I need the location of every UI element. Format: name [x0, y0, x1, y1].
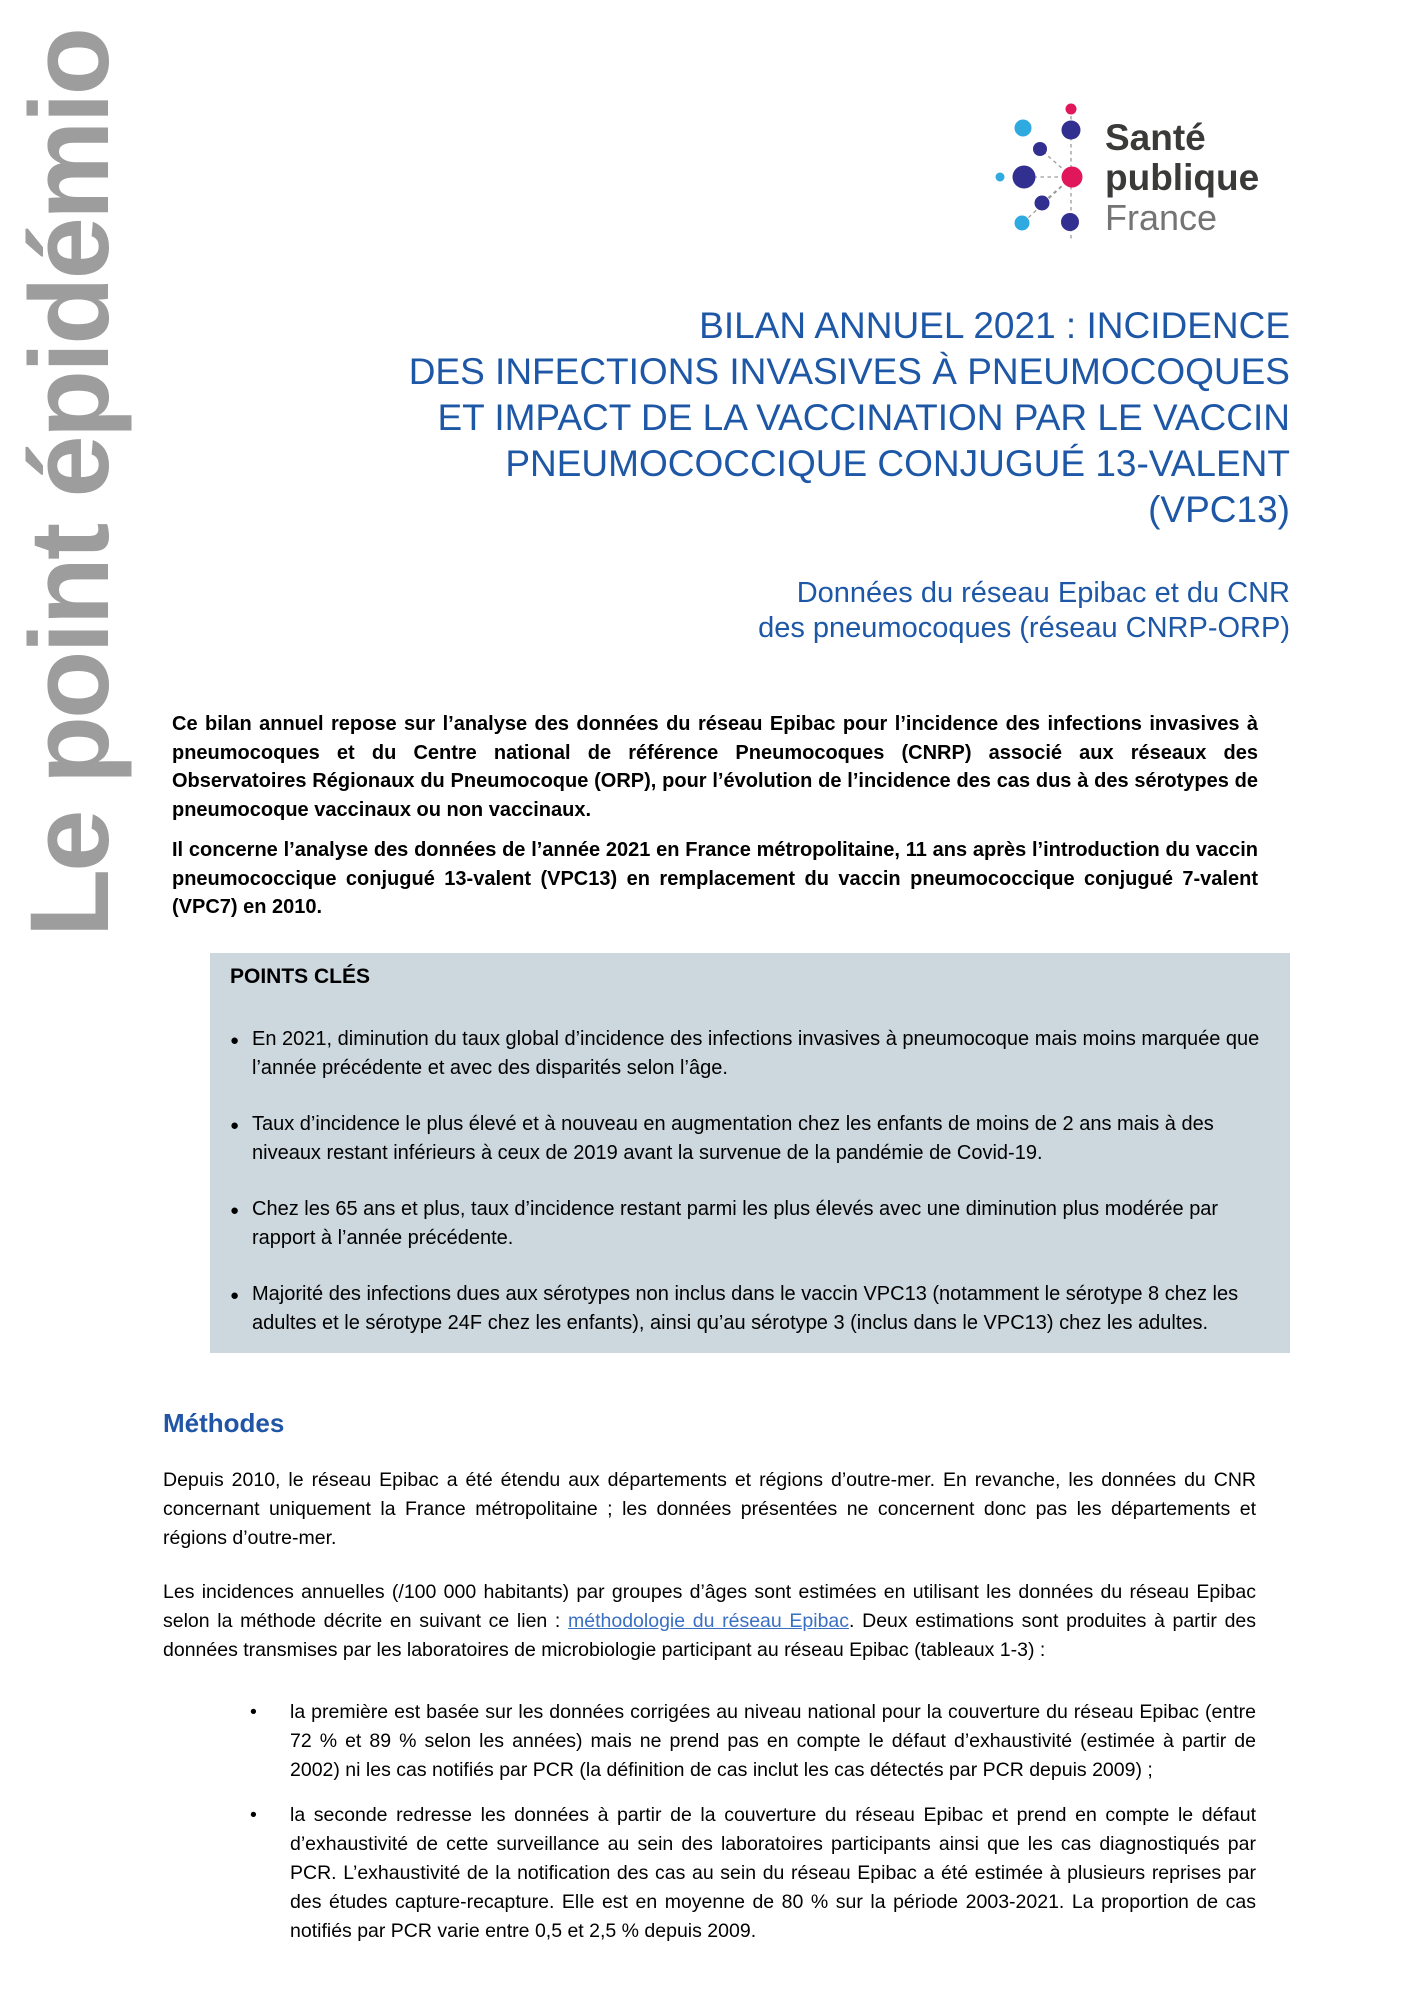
point-text: Majorité des infections dues aux sérotypes non inclus dans le vaccin VPC13 (notamment le sérotype 8 chez les adultes et le sérotype 24F chez les enfants), ainsi qu’au sérotype 3 (inclus dans le VPC13) chez les adultes. [252, 1283, 1239, 1334]
points-cles-list [230, 1025, 1264, 1338]
bullet-icon: ● [230, 1117, 240, 1134]
points-cles-heading: POINTS CLÉS [230, 965, 371, 988]
paragraph-text: . Deux estimations sont produites à partir des données transmises par les laboratoires de microbiologie participant au réseau Epibac (tableaux 1-3) : [163, 1610, 1257, 1661]
point-text: En 2021, diminution du taux global d’incidence des infections invasives à pneumocoque mais moins marquée que l’année précédente et avec des disparités selon l’âge. [252, 1028, 1260, 1079]
page-title [165, 303, 1290, 533]
methodes-bullet-list [163, 1698, 1256, 1946]
sante-publique-france-logo [983, 78, 1283, 246]
title-line: (VPC13) [1148, 489, 1290, 530]
title-line: DES INFECTIONS INVASIVES À PNEUMOCOQUES [408, 351, 1290, 392]
logo-text-france: France [1105, 197, 1218, 238]
title-line: ET IMPACT DE LA VACCINATION PAR LE VACCIN [437, 397, 1290, 438]
subtitle-line: Données du réseau Epibac et du CNR [796, 577, 1290, 609]
point-text: Chez les 65 ans et plus, taux d’incidence restant parmi les plus élevés avec une diminution plus modérée par rapport à l’année précédente. [252, 1198, 1219, 1249]
bullet-icon: • [250, 1701, 257, 1723]
point-text: Taux d’incidence le plus élevé et à nouveau en augmentation chez les enfants de moins de 2 ans mais à des niveaux restant inférieurs à ceux de 2019 avant la survenue de la pandémie de Covid-19. [252, 1113, 1214, 1164]
title-line: PNEUMOCOCCIQUE CONJUGUÉ 13-VALENT [505, 443, 1290, 484]
logo-graphic [983, 78, 1283, 246]
list-item [230, 1110, 1264, 1168]
epibac-methodology-link[interactable]: méthodologie du réseau Epibac [568, 1610, 850, 1632]
list-item [163, 1801, 1256, 1946]
bullet-icon: • [250, 1804, 257, 1826]
bullet-icon: ● [230, 1032, 240, 1049]
list-item [230, 1195, 1264, 1253]
bullet-icon: ● [230, 1202, 240, 1219]
logo-text-sante: Santé [1105, 117, 1206, 158]
intro-paragraph-1: Ce bilan annuel repose sur l’analyse des données du réseau Epibac pour l’incidence des infections invasives à pneumocoques et du Centre national de référence Pneumocoques (CNRP) associé aux réseaux des Observatoires Régionaux du Pneumocoque (ORP), pour l’évolution de l’incidence des cas dus à des sérotypes de pneumocoque vaccinaux ou non vaccinaux. [172, 713, 1258, 821]
list-item [230, 1025, 1264, 1083]
list-item [163, 1698, 1256, 1785]
intro-paragraph-2: Il concerne l’analyse des données de l’année 2021 en France métropolitaine, 11 ans après l’introduction du vaccin pneumococcique conjugué 13-valent (VPC13) en remplacement du vaccin pneumococcique conjugué 7-valent (VPC7) en 2010. [172, 839, 1258, 918]
logo-text-publique: publique [1105, 157, 1260, 198]
page-subtitle [165, 576, 1290, 646]
points-cles-box [210, 953, 1290, 1353]
subtitle-line: des pneumocoques (réseau CNRP-ORP) [758, 612, 1290, 644]
bullet-icon: ● [230, 1287, 240, 1304]
methodes-paragraph-1: Depuis 2010, le réseau Epibac a été étendu aux départements et régions d’outre-mer. En revanche, les données du CNR concernant uniquement la France métropolitaine ; les données présentées ne concernent donc pas les départements et régions d’outre-mer. [163, 1469, 1256, 1549]
list-item [230, 1280, 1264, 1338]
section-heading-methodes: Méthodes [163, 1408, 285, 1438]
methodes-paragraph-2 [163, 1578, 1256, 1665]
masthead-vertical-title: Le point épidémio [7, 30, 132, 938]
bullet-text: la première est basée sur les données corrigées au niveau national pour la couverture du réseau Epibac (entre 72 % et 89 % selon les années) mais ne prend pas en compte le défaut d’exhaustivité (estimée à partir de 2002) ni les cas notifiés par PCR (la définition de cas inclut les cas détectés par PCR depuis 2009) ; [290, 1701, 1256, 1781]
paragraph-text: Les incidences annuelles (/100 000 habitants) par groupes d’âges sont estimées en utilisant les données du réseau Epibac selon la méthode décrite en suivant ce lien : [163, 1581, 1256, 1632]
bullet-text: la seconde redresse les données à partir de la couverture du réseau Epibac et prend en compte le défaut d’exhaustivité de cette surveillance au sein des laboratoires participants ainsi que les cas diagnostiqués par PCR. L’exhaustivité de la notification des cas au sein du réseau Epibac a été estimée à plusieurs reprises par des études capture-recapture. Elle est en moyenne de 80 % sur la période 2003-2021. La proportion de cas notifiés par PCR varie entre 0,5 et 2,5 % depuis 2009. [290, 1804, 1256, 1942]
logo-dots [996, 104, 1083, 232]
title-line: BILAN ANNUEL 2021 : INCIDENCE [699, 305, 1290, 346]
